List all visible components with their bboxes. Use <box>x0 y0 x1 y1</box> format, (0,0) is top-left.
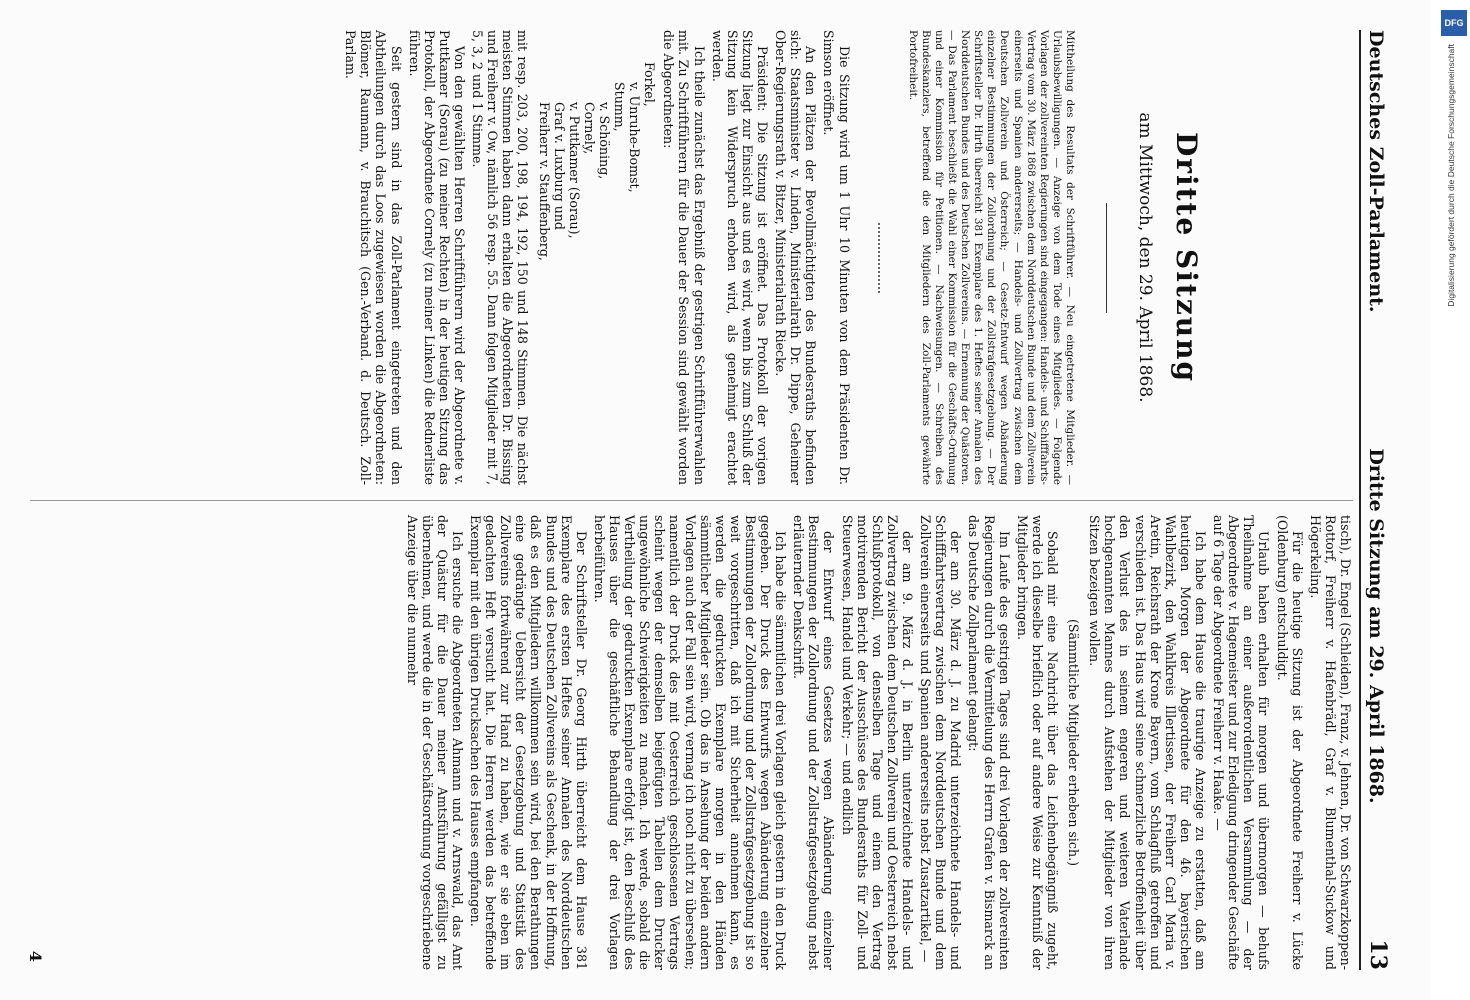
paragraph: Ich habe dem Hause die traurige Anzeige zu erstatten, daß am heutigen Morgen der Abgeordnete für den 46. bayerischen Wahlbezirk, den Wahlkreis Illertissen, der Freiherr Carl Maria v. Aretin, Reichsrath der Krone Bayern, vom Schlagfluß getroffen und verschieden ist. Das Haus wird seine schmerzliche Betroffenheit über den Verlust des in seinem engeren und weiteren Vaterlande hochgenannten Mannes durch Aufstehen der Mitglieder von ihren Sitzen bezeigen wollen. <box>1087 515 1209 970</box>
paragraph: Seit gestern sind in das Zoll-Parlament eingetreten und den Abtheilungen durch das Loos zugewiesen worden die Abgeordneten: Blömer, Raumann, v. Brauchitsch (Gen.-Verband. d. Deutsch. Zoll-Parlam. <box>343 30 404 485</box>
paragraph: tisch), Dr. Engel (Schleiden), Franz, v. Jehnen, Dr. von Schwarzkoppen-Rottorf, Freiherr v. Hafenbrädl, Graf v. Blumenthal-Suckow und Högerkeling. <box>1307 515 1353 970</box>
paragraph: Im Laufe des gestrigen Tages sind drei Vorlagen der zollvereinten Regierungen durch die Vermittelung des Herrn Grafen v. Bismarck an das Deutsche Zollparlament gelangt: <box>966 515 1012 970</box>
digitization-sidebar <box>1430 0 1470 1000</box>
list-item: Graf v. Luxburg und <box>551 102 567 230</box>
list-item: Forkel, <box>642 62 658 107</box>
digitization-note: Digitalisierung gefördert durch die Deutsche Forschungsgemeinschaft <box>1446 44 1456 307</box>
paragraph: An den Plätzen der Bevollmächtigten des Bundesraths befinden sich: Staatsminister v. Linden, Ministerialrath Dr. Dippe, Geheimer Ober-Regierungsrath v. Bitzer, Ministerialrath Riecke. <box>773 30 819 485</box>
paragraph: Ich habe die sämmtlichen drei Vorlagen gleich gestern in den Druck gegeben. Der Druck des Entwurfs wegen Abänderung einzelner Bestimmungen der Zollordnung und der Zollstrafgesetzgebung ist so weit vorgeschritten, daß ich mit Sicherheit annehmen kann, es werden die gedruckten Exemplare morgen in den Händen sämmtlicher Mitglieder sein. Ob das in Ansehung der beiden andern Vorlagen auch der Fall sein wird, vermag ich noch nicht zu übersehen; namentlich der Druck des mit Oesterreich geschlossenen Vertrags scheint wegen der demselben beigefügten Tabellen dem Drucker ungewöhnliche Schwierigkeiten zu machen. Ich werde, sobald die Vertheilung der gedruckten Exemplare erfolgt ist, den Beschluß des Hauses über die geschäftliche Behandlung der drei Vorlagen herbeiführen. <box>591 515 789 970</box>
list-item: v. Schöning, <box>596 102 612 180</box>
paragraph: mit resp. 203, 200, 198, 194, 192, 150 und 148 Stimmen. Die nächst meisten Stimmen haben dann erhalten die Abgeordneten Dr. Bissing und Freiherr v. Ow, nämlich 56 resp. 55. Dann folgen Mitglieder mit 7, 5, 3, 2 und 1 Stimme. <box>470 30 531 485</box>
header-left: Deutsches Zoll-Parlament. <box>1365 30 1387 313</box>
paragraph: Für die heutige Sitzung ist der Abgeordnete Freiherr v. Lücke (Oldenburg) entschuldigt. <box>1274 515 1305 970</box>
paragraph: Ich ersuche die Abgeordneten Ahmann und v. Arnswald, das Amt der Quästur für die Dauer meiner Amtsführung gefälligst zu übernehmen, und werde die in der Geschäftsordnung vorgeschriebene Anzeige über die nunmehr <box>404 515 465 970</box>
list-item: Cornely, <box>581 102 597 155</box>
paragraph: Von den gewählten Herren Schriftführern wird der Abgeordnete v. Puttkamer (Sorau) (zu meiner Rechten) in der heutigen Sitzung das Protokoll, der Abgeordnete Cornely (zu meiner Linken) die Rednerliste führen. <box>406 30 467 485</box>
right-column <box>20 515 1353 970</box>
paragraph: Präsident: Die Sitzung ist eröffnet. Das Protokoll der vorigen Sitzung liegt zur Einsicht aus und es wird, wenn bis zum Schluß der Sitzung kein Widerspruch erhoben wird, als genehmigt erachtet werden. <box>709 30 771 485</box>
page-number: 13 <box>1365 939 1391 970</box>
session-title: Dritte Sitzung <box>1170 131 1203 384</box>
session-date: am Mittwoch, den 29. April 1868. <box>1135 112 1156 403</box>
stage-direction: (Sämmtliche Mitglieder erheben sich.) <box>1066 619 1082 866</box>
list-item: v. Puttkamer (Sorau), <box>566 102 582 239</box>
list-item: v. Unruhe-Bomst, <box>627 82 643 193</box>
paragraph: Ich theile zunächst das Ergebniß der gestrigen Schriftführerwahlen mit. Zu Schriftführern für die Dauer der Session sind gewählt worden die Abgeordneten: <box>661 30 707 485</box>
paragraph: der am 9. März d. J. in Berlin unterzeichnete Handels- und Zollvertrag zwischen dem Deutschen Zollverein und Oesterreich nebst Schlußprotokoll, von denselben Tage und einem den Vertrag motivirenden Bericht der Ausschüsse des Bundesraths für Zoll- und Steuerwesen, Handel und Verkehr; — und endlich <box>839 515 916 970</box>
signature-mark: 4 <box>26 950 46 962</box>
left-column <box>20 30 1353 485</box>
paragraph: der Entwurf eines Gesetzes wegen Abänderung einzelner Bestimmungen der Zollordnung und der Zollstrafgesetzgebung nebst erläuternder Denkschrift. <box>791 515 837 970</box>
column-divider <box>30 500 1353 501</box>
header-center: Dritte Sitzung am 29. April 1868. <box>1365 448 1387 804</box>
dfg-logo: DFG <box>1441 10 1467 36</box>
running-head <box>1359 30 1405 970</box>
list-item: Stumm, <box>612 82 628 132</box>
paragraph: der am 30. März d. J. zu Madrid unterzeichnete Handels- und Schifffahrtsvertrag zwischen dem Norddeutschen Bunde und dem Zollverein einerseits und Spanien andererseits nebst Zusatzartikel, — <box>918 515 964 970</box>
list-item: Freiherr v. Stauffenberg, <box>536 102 552 261</box>
paragraph: Der Schriftsteller Dr. Georg Hirth überreicht dem Hause 381 Exemplare des ersten Heftes seiner Annalen des Norddeutschen Bundes und des Deutschen Zollvereins als Geschenk, in der Hoffnung, daß es den Mitgliedern willkommen sein wird, bei den Berathungen eine gedrängte Uebersicht der Gesetzgebung und Statistik des Zollvereins fortwährend zur Hand zu haben, wie er sie eben im gedachten Heft versucht hat. Die Herren werden das betreffende Exemplar mit den übrigen Drucksachen des Hauses empfangen. <box>467 515 589 970</box>
paragraph: Urlaub haben erhalten für morgen und übermorgen — behufs Theilnahme an einer außerordentlichen Versammlung — der Abgeordnete v. Hagemeister und zur Erledigung dringender Geschäfte auf 6 Tage der Abgeordnete Freiherr v. Haake. — <box>1211 515 1272 970</box>
title-rule <box>1106 203 1107 313</box>
paragraph: Sobald mir eine Nachricht über das Leichenbegängniß zugeht, werde ich dieselbe brieflich oder auf andere Weise zur Kenntniß der Mitglieder bringen. <box>1014 515 1061 970</box>
summary-divider <box>878 223 880 293</box>
elected-secretaries-list <box>536 30 657 485</box>
session-summary: Mittheilung des Resultats der Schriftführer. — Neu eingetretene Mitglieder. — Urlaubsbewilligungen. — Anzeige von dem Tode eines Mitgliedes. — Folgende Vorlagen der zollvereinten Regierungen sind eingegangen: Handels- und Schifffahrts-Vertrag vom 30. März 1868 zwischen dem Norddeutschen Bunde und dem Zollverein einerseits und Spanien andererseits; — Handels- und Zollvertrag zwischen dem Deutschen Zollverein und Österreich; — Gesetz-Entwurf wegen Abänderung einzelner Bestimmungen der Zollordnung und der Zollstrafgesetzgebung. — Der Schriftsteller Dr. Hirth überreicht 381 Exemplare des 1. Heftes seiner Annalen des Norddeutschen Bundes und des Deutschen Zollvereins. — Ernennung der Quästoren. — Das Parlament beschließt die Wahl einer Kommission für die Geschäfts-Ordnung und einer Kommission für Petitionen. — Nachweisungen. — Schreiben des Bundeskanzlers, betreffend die den Mitgliedern des Zoll-Parlaments gewährte Portofreiheit. <box>906 30 1077 485</box>
paragraph: Die Sitzung wird um 1 Uhr 10 Minuten von dem Präsidenten Dr. Simson eröffnet. <box>821 30 852 485</box>
